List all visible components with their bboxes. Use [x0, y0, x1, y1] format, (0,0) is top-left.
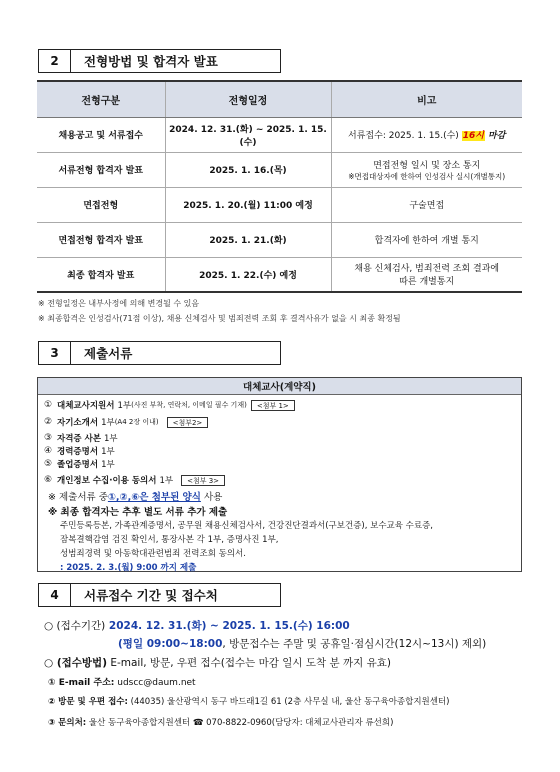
final-docs-deadline: : 2025. 2. 3.(월) 9:00 까지 제출 — [60, 563, 197, 573]
section-2-header — [38, 49, 281, 73]
note-cell: 합격자에 한하여 개별 통지 — [331, 222, 522, 257]
documents-header: 대체교사(계약직) — [38, 378, 521, 395]
section-number: 2 — [38, 49, 71, 73]
stage-cell: 면접전형 합격자 발표 — [37, 222, 165, 257]
stage-cell: 채용공고 및 서류접수 — [37, 117, 165, 152]
stage-cell: 면접전형 — [37, 187, 165, 222]
document-item: ① 대체교사지원서 1부 (사진 부착, 연락처, 이메일 필수 기재) <첨부 1> — [44, 399, 295, 411]
document-item: ② 자기소개서 1부 (A4 2장 이내) <첨부2> — [44, 416, 208, 428]
column-header: 비고 — [331, 81, 522, 117]
final-docs-title: ※ 최종 합격자는 추후 별도 서류 추가 제출 — [48, 507, 228, 518]
table-header-row — [37, 81, 522, 117]
schedule-note: ※ 최종합격은 인성검사(71점 이상), 채용 신체검사 및 범죄전력 조회 후 결격사유가 없을 시 최종 확정됨 — [38, 314, 401, 323]
note-text: 채용 신체검사, 범죄전력 조회 결과에 — [354, 264, 500, 275]
attachment-tag: <첨부 1> — [251, 400, 295, 411]
note-cell: 구술면접 — [331, 187, 522, 222]
table-row — [37, 152, 522, 187]
attachment-tag: <첨부 3> — [181, 475, 225, 486]
section-3-header — [38, 341, 281, 365]
date-cell: 2025. 1. 16.(목) — [165, 152, 331, 187]
submission-period: ○ (접수기간) 2024. 12. 31.(화) ~ 2025. 1. 15.(수) 16:00 — [44, 620, 350, 632]
note-text: 서류접수: 2025. 1. 15.(수) — [348, 131, 462, 141]
section-title: 전형방법 및 합격자 발표 — [71, 49, 281, 73]
submission-email: ① E-mail 주소: udscc@daum.net — [48, 678, 196, 688]
table-row — [37, 117, 522, 152]
deadline-highlight: 16시 — [462, 131, 484, 141]
note-text: 따른 개별통지 — [399, 277, 455, 288]
form-highlight: ①,②,⑥은 첨부된 양식 — [107, 492, 201, 503]
document-item: ⑥ 개인정보 수집·이용 동의서 1부 <첨부 3> — [44, 474, 225, 486]
final-docs-list: 성범죄경력 및 아동학대관련범죄 전력조회 동의서. — [60, 549, 246, 559]
note-text: 마감 — [484, 131, 506, 141]
email-address: udscc@daum.net — [114, 678, 196, 688]
date-cell: 2025. 1. 20.(월) 11:00 예정 — [165, 187, 331, 222]
note-small-text: ※면접대상자에 한하여 인성검사 실시(개별통지) — [348, 171, 506, 181]
note-cell — [331, 152, 522, 187]
date-cell: 2025. 1. 21.(화) — [165, 222, 331, 257]
document-item: ③ 자격증 사본 1부 — [44, 433, 118, 444]
note-text: 면접전형 일시 및 장소 통지 — [373, 160, 481, 171]
submission-method: ○ (접수방법) E-mail, 방문, 우편 접수(접수는 마감 일시 도착 분 까지 유효) — [44, 657, 392, 669]
attachment-tag: <첨부2> — [167, 417, 209, 428]
table-row — [37, 222, 522, 257]
section-number: 4 — [38, 583, 71, 607]
table-row — [37, 257, 522, 292]
document-item: ④ 경력증명서 1부 — [44, 446, 115, 457]
column-header: 전형구분 — [37, 81, 165, 117]
note-cell — [331, 257, 522, 292]
section-4-header — [38, 583, 281, 607]
stage-cell: 서류전형 합격자 발표 — [37, 152, 165, 187]
section-title: 서류접수 기간 및 접수처 — [71, 583, 281, 607]
stage-cell: 최종 합격자 발표 — [37, 257, 165, 292]
section-number: 3 — [38, 341, 71, 365]
final-docs-list: 잠복결핵감염 검진 확인서, 통장사본 각 1부, 증명사진 1부, — [60, 535, 279, 545]
schedule-note: ※ 전형일정은 내부사정에 의해 변경될 수 있음 — [38, 299, 200, 308]
submission-visit: ② 방문 및 우편 접수: (44035) 울산광역시 동구 바드래1길 61 (2층 사무실 내, 울산 동구육아종합지원센터) — [48, 697, 450, 707]
date-cell: 2024. 12. 31.(화) ~ 2025. 1. 15.(수) — [165, 117, 331, 152]
schedule-table — [37, 80, 522, 293]
section-title: 제출서류 — [71, 341, 281, 365]
column-header: 전형일정 — [165, 81, 331, 117]
submission-hours: (평일 09:00~18:00, 방문접수는 주말 및 공휴일·점심시간(12시~13시) 제외) — [118, 638, 487, 650]
document-item: ⑤ 졸업증명서 1부 — [44, 459, 115, 470]
final-docs-list: 주민등록등본, 가족관계증명서, 공무원 채용신체검사서, 건강진단결과서(구보건증), 보수교육 수료증, — [60, 521, 434, 531]
table-row — [37, 187, 522, 222]
date-cell: 2025. 1. 22.(수) 예정 — [165, 257, 331, 292]
note-cell — [331, 117, 522, 152]
submission-contact: ③ 문의처: 울산 동구육아종합지원센터 ☎ 070-8822-0960(담당자: 대체교사관리자 류선희) — [48, 718, 394, 728]
usage-note: ※ 제출서류 중 ①,②,⑥은 첨부된 양식 사용 — [48, 489, 222, 503]
